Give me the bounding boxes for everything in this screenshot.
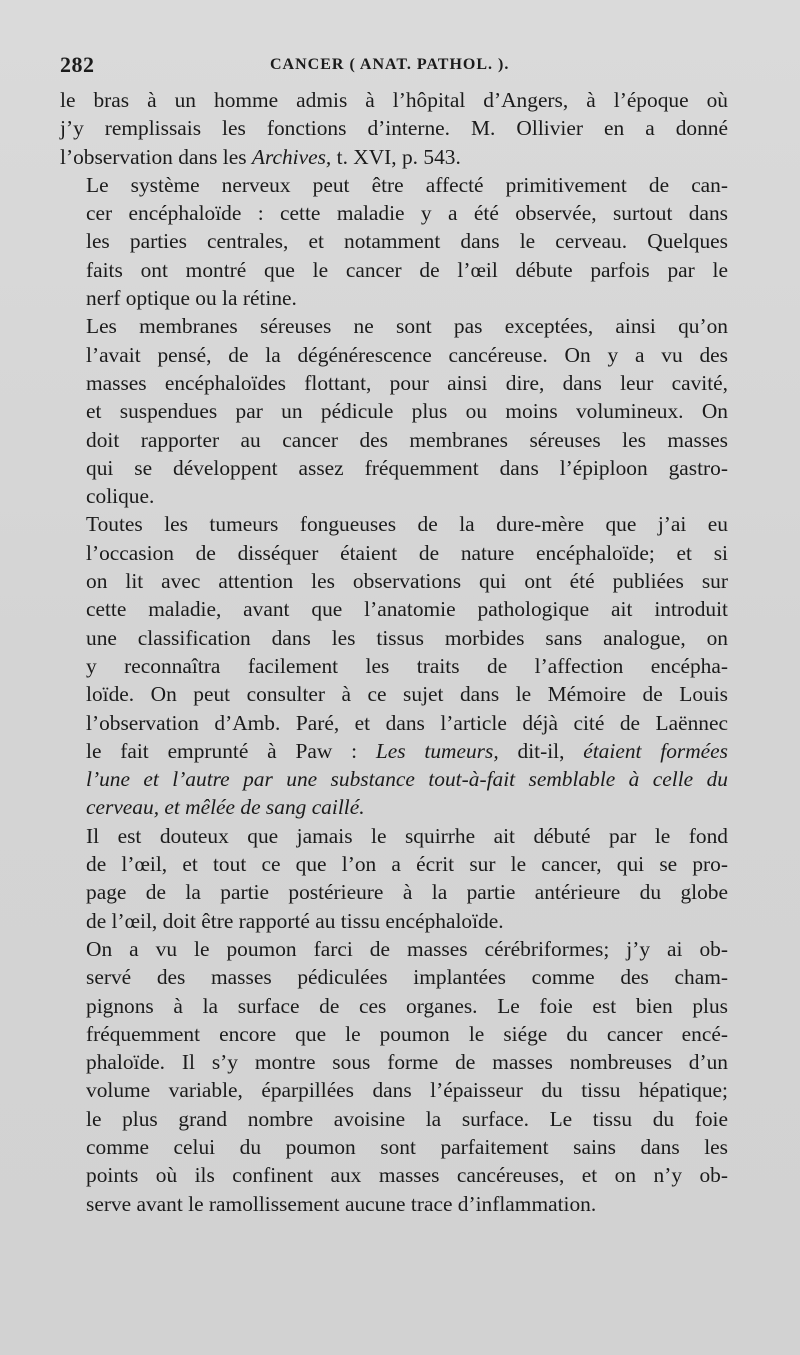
- text-line: l’observation d’Amb. Paré, et dans l’article déjà cité de Laënnec: [86, 710, 728, 735]
- text-line: y reconnaîtra facilement les traits de l’affection encépha-: [86, 653, 728, 678]
- page-header: [60, 52, 728, 82]
- text-line: l’avait pensé, de la dégénérescence cancéreuse. On y a vu des: [86, 342, 728, 367]
- text-line: fréquemment encore que le poumon le siége du cancer encé-: [86, 1021, 728, 1046]
- journal-title: Archives,: [251, 144, 332, 169]
- text-line: On a vu le poumon farci de masses cérébriformes; j’y ai ob-: [86, 936, 728, 961]
- text-segment: dit-il,: [498, 738, 584, 763]
- text-line: servé des masses pédiculées implantées comme des cham-: [86, 965, 728, 990]
- text-line: pignons à la surface de ces organes. Le foie est bien plus: [86, 993, 728, 1018]
- text-segment: t. XVI, p. 543.: [331, 144, 461, 169]
- quotation: Les tumeurs,: [375, 738, 499, 763]
- text-line: points où ils confinent aux masses cancéreuses, et on n’y ob-: [86, 1163, 728, 1188]
- quotation: étaient formées: [583, 738, 728, 763]
- page-number: 282: [60, 52, 95, 77]
- text-line: masses encéphaloïdes flottant, pour ainsi dire, dans leur cavité,: [86, 370, 728, 395]
- text-line: j’y remplissais les fonctions d’interne. M. Ollivier en a donné: [60, 116, 728, 141]
- paragraph-1: [60, 86, 728, 171]
- text-line: cer encéphaloïde : cette maladie y a été observée, surtout dans: [86, 201, 728, 226]
- paragraph-6: [60, 935, 728, 1218]
- text-line: loïde. On peut consulter à ce sujet dans le Mémoire de Louis: [86, 682, 728, 707]
- text-segment: l’observation dans les: [60, 144, 252, 169]
- text-line: page de la partie postérieure à la partie antérieure du globe: [86, 880, 728, 905]
- text-line: volume variable, éparpillées dans l’épaisseur du tissu hépatique;: [86, 1078, 728, 1103]
- quotation-line: cerveau, et mêlée de sang caillé.: [86, 795, 365, 820]
- text-line: Toutes les tumeurs fongueuses de la dure-mère que j’ai eu: [86, 512, 728, 537]
- text-line: doit rapporter au cancer des membranes séreuses les masses: [86, 427, 728, 452]
- text-line: le bras à un homme admis à l’hôpital d’Angers, à l’époque où: [60, 88, 728, 112]
- text-line: Le système nerveux peut être affecté primitivement de can-: [86, 172, 728, 197]
- text-line: le plus grand nombre avoisine la surface. Le tissu du foie: [86, 1106, 728, 1131]
- text-line: de l’œil, et tout ce que l’on a écrit sur le cancer, qui se pro-: [86, 852, 728, 877]
- text-line: une classification dans les tissus morbides sans analogue, on: [86, 625, 728, 650]
- text-line: les parties centrales, et notamment dans le cerveau. Quelques: [86, 229, 728, 254]
- text-line: [60, 737, 728, 765]
- paragraph-5: [60, 822, 728, 935]
- paragraph-2: [60, 171, 728, 312]
- text-line: phaloïde. Il s’y montre sous forme de masses nombreuses d’un: [86, 1050, 728, 1075]
- text-line: colique.: [86, 484, 155, 509]
- paragraph-4: [60, 510, 728, 821]
- text-line: et suspendues par un pédicule plus ou moins volumineux. On: [86, 399, 728, 424]
- text-line: comme celui du poumon sont parfaitement sains dans les: [86, 1134, 728, 1159]
- text-line: cette maladie, avant que l’anatomie pathologique ait introduit: [86, 597, 728, 622]
- text-line: Les membranes séreuses ne sont pas exceptées, ainsi qu’on: [86, 314, 728, 339]
- text-line: nerf optique ou la rétine.: [86, 286, 297, 311]
- text-line: Il est douteux que jamais le squirrhe ait débuté par le fond: [86, 823, 728, 848]
- text-line: serve avant le ramollissement aucune trace d’inflammation.: [86, 1191, 597, 1216]
- text-line: de l’œil, doit être rapporté au tissu encéphaloïde.: [86, 908, 504, 933]
- text-line: [60, 143, 728, 171]
- paragraph-3: [60, 312, 728, 510]
- quotation-line: l’une et l’autre par une substance tout-à-fait semblable à celle du: [86, 767, 728, 792]
- text-line: on lit avec attention les observations qui ont été publiées sur: [86, 569, 728, 594]
- text-line: qui se développent assez fréquemment dans l’épiploon gastro-: [86, 455, 728, 480]
- text-line: l’occasion de disséquer étaient de nature encéphaloïde; et si: [86, 540, 728, 565]
- text-line: faits ont montré que le cancer de l’œil débute parfois par le: [86, 257, 728, 282]
- text-segment: le fait emprunté à Paw :: [86, 738, 376, 763]
- running-head: CANCER ( ANAT. PATHOL. ).: [270, 56, 510, 73]
- body-text: [60, 86, 728, 1218]
